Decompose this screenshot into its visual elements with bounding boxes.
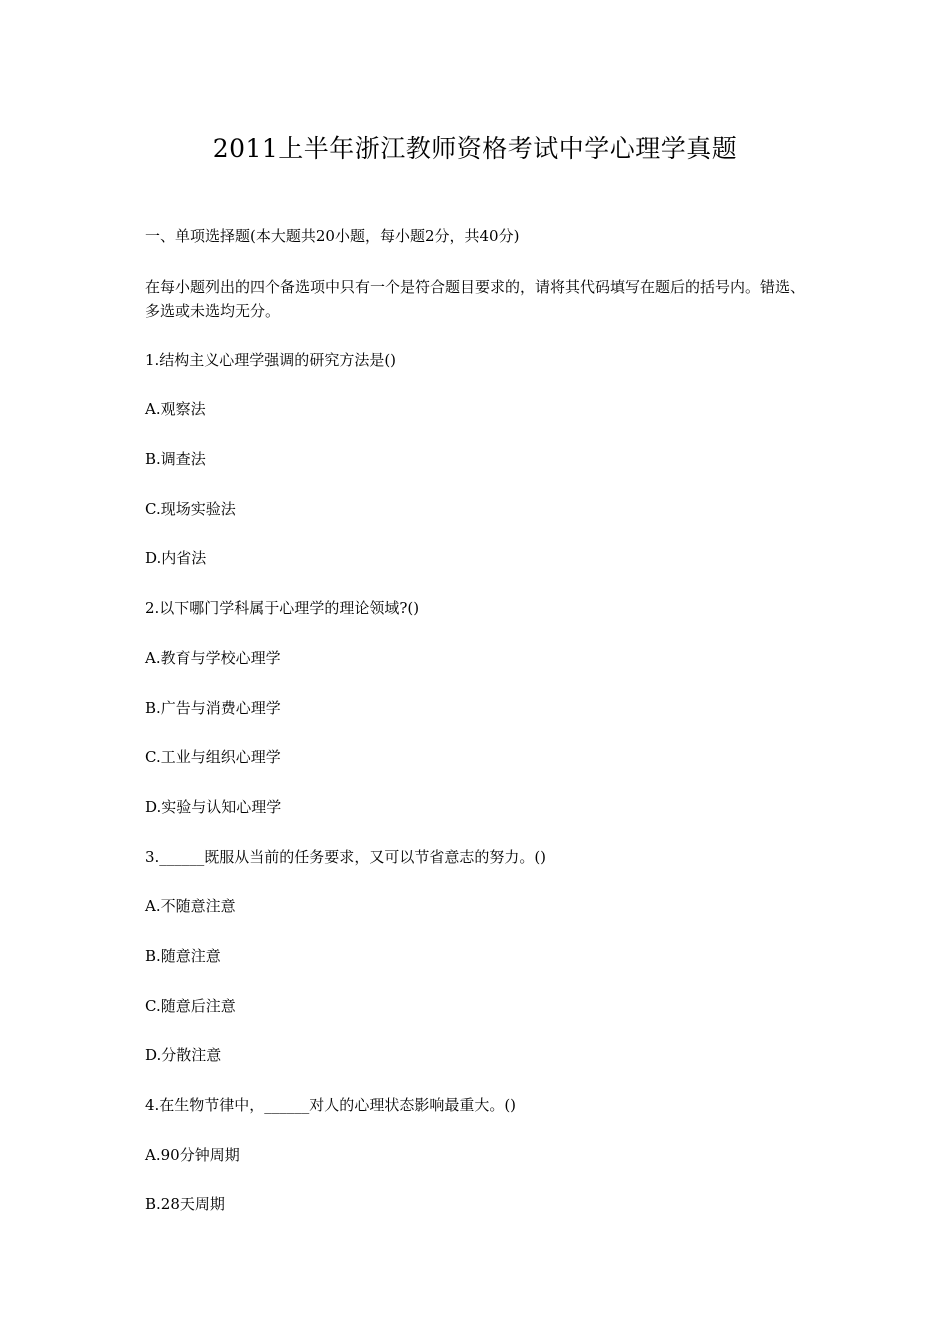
question-option: B.调查法: [145, 450, 206, 469]
question-option: A.教育与学校心理学: [145, 648, 281, 667]
question-stem: 4.在生物节律中，______对人的心理状态影响最重大。(): [145, 1096, 517, 1114]
question-1: [145, 349, 810, 570]
section-heading: 一、单项选择题(本大题共20小题，每小题2分，共40分): [145, 227, 520, 245]
question-stem: 1.结构主义心理学强调的研究方法是(): [145, 350, 397, 369]
question-option: D.内省法: [145, 549, 207, 568]
question-option: C.现场实验法: [145, 499, 236, 518]
question-4: [145, 1094, 810, 1215]
question-3: [145, 846, 810, 1067]
question-2: [145, 597, 810, 818]
question-option: A.90分钟周期: [145, 1145, 240, 1164]
question-option: C.随意后注意: [145, 996, 236, 1015]
question-option: A.不随意注意: [145, 897, 236, 916]
question-stem: 3.______既服从当前的任务要求，又可以节省意志的努力。(): [145, 847, 547, 866]
instructions-paragraph: 在每小题列出的四个备选项中只有一个是符合题目要求的，请将其代码填写在题后的括号内。错选、多选或未选均无分。: [145, 277, 806, 320]
document-title: 2011上半年浙江教师资格考试中学心理学真题: [212, 134, 738, 163]
document-body: [145, 225, 810, 1243]
question-option: D.实验与认知心理学: [145, 797, 282, 816]
question-option: B.随意注意: [145, 946, 221, 965]
question-stem: 2.以下哪门学科属于心理学的理论领域?(): [145, 599, 420, 618]
question-option: B.28天周期: [145, 1195, 225, 1214]
question-option: D.分散注意: [145, 1046, 222, 1065]
question-option: A.观察法: [145, 400, 206, 419]
question-option: C.工业与组织心理学: [145, 748, 281, 767]
question-option: B.广告与消费心理学: [145, 698, 281, 717]
